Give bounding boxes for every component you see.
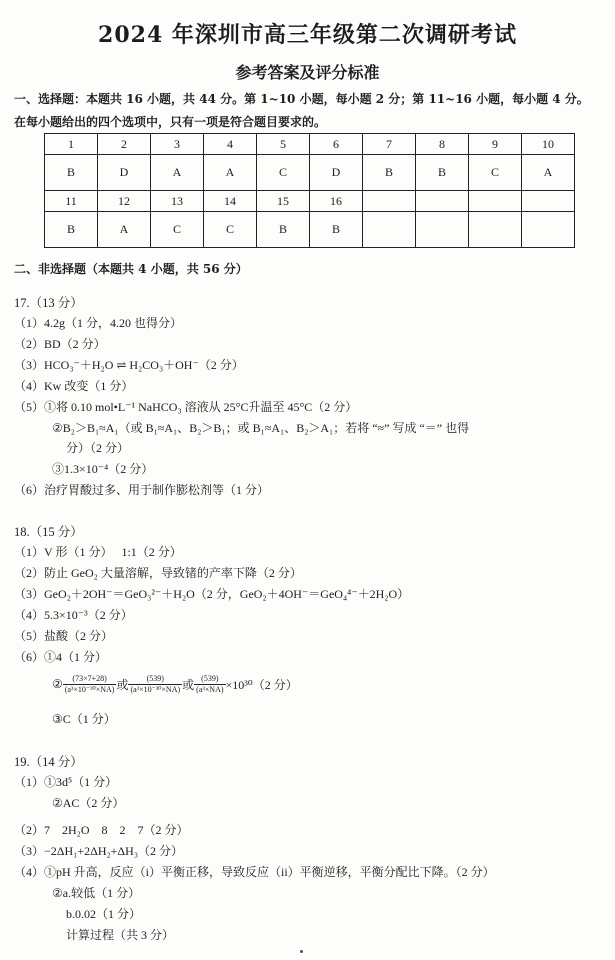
answer-cell: A bbox=[204, 155, 257, 191]
q17-line: 分）（2 分） bbox=[66, 441, 130, 455]
q17-line: （4）Kw 改变（1 分） bbox=[14, 379, 134, 393]
q18-suffix: ×10³⁰（2 分） bbox=[225, 678, 298, 692]
q18-heading: 18.（15 分） bbox=[14, 525, 83, 539]
q19-line: ②a.较低（1 分） bbox=[52, 886, 141, 900]
question-number-cell: 1 bbox=[45, 134, 98, 155]
question-number-cell bbox=[522, 191, 575, 212]
answer-table-number-row bbox=[45, 134, 575, 155]
q18-fraction-3 bbox=[194, 674, 225, 695]
question-number-cell: 12 bbox=[98, 191, 151, 212]
question-number-cell: 13 bbox=[151, 191, 204, 212]
fraction-numerator: (539) bbox=[128, 674, 182, 685]
answer-cell: D bbox=[310, 155, 363, 191]
question-number-cell: 9 bbox=[469, 134, 522, 155]
section2-heading: 二、非选择题（本题共 4 小题，共 56 分） bbox=[14, 262, 248, 276]
question-number-cell bbox=[469, 191, 522, 212]
answer-cell: B bbox=[310, 212, 363, 248]
q19-line: 计算过程（共 3 分） bbox=[66, 928, 175, 942]
fraction-numerator: (539) bbox=[194, 674, 225, 685]
fraction-denominator: (a³×NA) bbox=[196, 685, 224, 694]
q19-line: ②AC（2 分） bbox=[52, 796, 125, 810]
q19-line: （4）①pH 升高，反应（i）平衡正移，导致反应（ii）平衡逆移，平衡分配比下降。（2 分） bbox=[14, 865, 495, 879]
answer-cell: A bbox=[522, 155, 575, 191]
answer-cell: C bbox=[204, 212, 257, 248]
fraction-numerator: (73×7+28) bbox=[63, 674, 117, 685]
q18-fraction-1 bbox=[63, 674, 117, 695]
question-number-cell bbox=[416, 191, 469, 212]
page-title: 2024 年深圳市高三年级第二次调研考试 bbox=[98, 22, 517, 48]
q18-circled-2: ② bbox=[52, 677, 63, 691]
section1-instructions: 一、选择题：本题共 16 小题，共 44 分。第 1~10 小题，每小题 2 分；第 11~16 小题，每小题 4 分。在每小题给出的四个选项中，只有一项是符合题目要求的。 bbox=[14, 92, 589, 129]
answer-cell: C bbox=[469, 155, 522, 191]
q17-line: （1）4.2g（1 分，4.20 也得分） bbox=[14, 316, 183, 330]
q18-line: （3）GeO₂＋2OH⁻＝GeO₃²⁻＋H₂O（2 分，GeO₂＋4OH⁻＝GeO₄⁴⁻＋2H₂O） bbox=[14, 587, 410, 601]
q18-line: ③C（1 分） bbox=[52, 712, 116, 726]
question-number-cell: 14 bbox=[204, 191, 257, 212]
q17-heading: 17.（13 分） bbox=[14, 296, 83, 310]
question-number-cell: 3 bbox=[151, 134, 204, 155]
q17-line: ②B₂＞B₁≈A₁（或 B₁≈A₁、B₂＞B₁；或 B₁≈A₁、B₂＞A₁；若将 “≈” 写成 “＝” 也得 bbox=[52, 421, 470, 435]
page-speck bbox=[300, 950, 303, 953]
answer-cell bbox=[469, 212, 522, 248]
q18-fraction-2 bbox=[128, 674, 182, 695]
question-number-cell: 11 bbox=[45, 191, 98, 212]
q18-line: （6）①4（1 分） bbox=[14, 650, 108, 664]
q18-density-answer bbox=[52, 674, 298, 695]
answer-cell: D bbox=[98, 155, 151, 191]
question-number-cell: 16 bbox=[310, 191, 363, 212]
question-number-cell: 2 bbox=[98, 134, 151, 155]
q19-heading: 19.（14 分） bbox=[14, 755, 83, 769]
or-word: 或 bbox=[182, 678, 195, 692]
q17-line: （6）治疗胃酸过多、用于制作膨松剂等（1 分） bbox=[14, 483, 270, 497]
q19-line: （2）7 2H₂O 8 2 7（2 分） bbox=[14, 823, 189, 837]
q19-line: b.0.02（1 分） bbox=[66, 907, 142, 921]
question-number-cell bbox=[363, 191, 416, 212]
question-number-cell: 6 bbox=[310, 134, 363, 155]
answer-table-answer-row bbox=[45, 155, 575, 191]
q18-line: （5）盐酸（2 分） bbox=[14, 629, 114, 643]
answer-cell: B bbox=[45, 212, 98, 248]
answer-cell: B bbox=[257, 212, 310, 248]
or-word: 或 bbox=[116, 678, 129, 692]
q17-line: ③1.3×10⁻⁴（2 分） bbox=[52, 462, 154, 476]
question-number-cell: 4 bbox=[204, 134, 257, 155]
answer-cell: B bbox=[416, 155, 469, 191]
answer-cell: C bbox=[257, 155, 310, 191]
q17-line: （5）①将 0.10 mol•L⁻¹ NaHCO₃ 溶液从 25°C升温至 45°C（2 分） bbox=[14, 400, 358, 414]
fraction-denominator: (a³×10⁻³⁰×NA) bbox=[64, 685, 115, 694]
question-number-cell: 10 bbox=[522, 134, 575, 155]
question-number-cell: 8 bbox=[416, 134, 469, 155]
q18-line: （4）5.3×10⁻³（2 分） bbox=[14, 608, 133, 622]
answer-cell: A bbox=[151, 155, 204, 191]
question-number-cell: 15 bbox=[257, 191, 310, 212]
answer-cell: B bbox=[363, 155, 416, 191]
q19-line: （3）−2ΔH₁+2ΔH₂+ΔH₃（2 分） bbox=[14, 844, 184, 858]
q17-line: （2）BD（2 分） bbox=[14, 337, 106, 351]
answer-table bbox=[44, 133, 575, 248]
answer-table-number-row bbox=[45, 191, 575, 212]
fraction-denominator: (a³×10⁻³⁰×NA) bbox=[130, 685, 181, 694]
answer-cell bbox=[363, 212, 416, 248]
answer-cell bbox=[416, 212, 469, 248]
q18-line: （2）防止 GeO₂ 大量溶解，导致锗的产率下降（2 分） bbox=[14, 566, 302, 580]
answer-cell: C bbox=[151, 212, 204, 248]
question-number-cell: 7 bbox=[363, 134, 416, 155]
answer-table-answer-row bbox=[45, 212, 575, 248]
q18-line: （1）V 形（1 分） 1:1（2 分） bbox=[14, 545, 182, 559]
question-number-cell: 5 bbox=[257, 134, 310, 155]
q17-line: （3）HCO₃⁻＋H₂O ⇌ H₂CO₃＋OH⁻（2 分） bbox=[14, 358, 244, 372]
answer-cell bbox=[522, 212, 575, 248]
answer-cell: A bbox=[98, 212, 151, 248]
page-subtitle: 参考答案及评分标准 bbox=[235, 63, 380, 82]
q19-line: （1）①3d⁵（1 分） bbox=[14, 775, 118, 789]
answer-cell: B bbox=[45, 155, 98, 191]
